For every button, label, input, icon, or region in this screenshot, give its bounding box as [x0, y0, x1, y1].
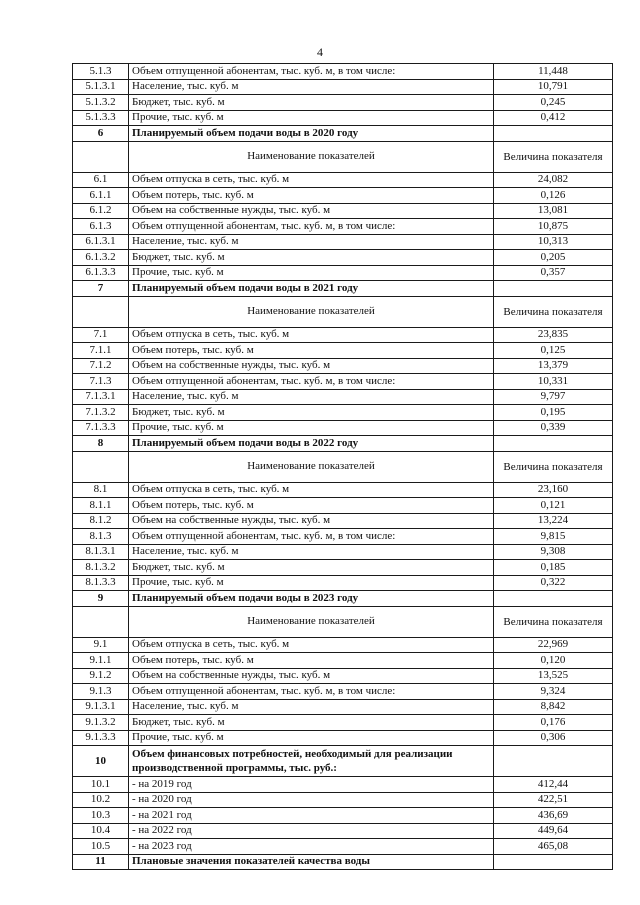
indicator-value: 10,313 [494, 234, 613, 250]
indicator-name: Бюджет, тыс. куб. м [129, 715, 494, 731]
row-number: 9.1.2 [73, 668, 129, 684]
indicator-value: 0,339 [494, 420, 613, 436]
indicator-value: 13,379 [494, 358, 613, 374]
row-number: 9.1.1 [73, 653, 129, 669]
indicator-value: 0,322 [494, 575, 613, 591]
row-number: 10.5 [73, 839, 129, 855]
table-row [73, 637, 613, 653]
table-row [73, 203, 613, 219]
row-number: 9.1.3 [73, 684, 129, 700]
indicator-value: 0,120 [494, 653, 613, 669]
section-row [73, 126, 613, 142]
table-row [73, 839, 613, 855]
table-row [73, 219, 613, 235]
table-row [73, 188, 613, 204]
indicator-value: 13,525 [494, 668, 613, 684]
table-row [73, 575, 613, 591]
table-row [73, 95, 613, 111]
program-table-body [73, 64, 613, 870]
indicator-value: 23,160 [494, 482, 613, 498]
row-number: 9.1.3.1 [73, 699, 129, 715]
row-number: 5.1.3.1 [73, 79, 129, 95]
indicator-name: Бюджет, тыс. куб. м [129, 560, 494, 576]
column-header-row [73, 141, 613, 172]
indicator-name: Объем отпущенной абонентам, тыс. куб. м, в том числе: [129, 529, 494, 545]
indicator-name: Население, тыс. куб. м [129, 234, 494, 250]
column-header-name: Наименование показателей [129, 296, 494, 327]
table-row [73, 327, 613, 343]
table-row [73, 653, 613, 669]
indicator-name: Прочие, тыс. куб. м [129, 265, 494, 281]
indicator-value: 0,126 [494, 188, 613, 204]
table-row [73, 234, 613, 250]
column-header-name: Наименование показателей [129, 451, 494, 482]
indicator-name: Бюджет, тыс. куб. м [129, 250, 494, 266]
row-number: 9 [73, 591, 129, 607]
table-row [73, 808, 613, 824]
column-header-value: Величина показателя [494, 141, 613, 172]
indicator-name: Население, тыс. куб. м [129, 389, 494, 405]
table-row [73, 699, 613, 715]
indicator-name: Объем на собственные нужды, тыс. куб. м [129, 203, 494, 219]
indicator-name: Население, тыс. куб. м [129, 699, 494, 715]
indicator-name: Прочие, тыс. куб. м [129, 110, 494, 126]
row-number: 7.1.3.3 [73, 420, 129, 436]
indicator-value: 9,308 [494, 544, 613, 560]
indicator-name: Объем отпуска в сеть, тыс. куб. м [129, 172, 494, 188]
table-row [73, 358, 613, 374]
indicator-name: Планируемый объем подачи воды в 2022 году [129, 436, 494, 452]
column-header-value: Величина показателя [494, 606, 613, 637]
indicator-value: 0,125 [494, 343, 613, 359]
indicator-value: 0,185 [494, 560, 613, 576]
indicator-name: Население, тыс. куб. м [129, 544, 494, 560]
indicator-value: 436,69 [494, 808, 613, 824]
indicator-name: Население, тыс. куб. м [129, 79, 494, 95]
indicator-name: - на 2019 год [129, 777, 494, 793]
indicator-name: Объем отпущенной абонентам, тыс. куб. м, в том числе: [129, 374, 494, 390]
indicator-name: - на 2023 год [129, 839, 494, 855]
row-number: 8.1.2 [73, 513, 129, 529]
row-number [73, 606, 129, 637]
indicator-name: Объем на собственные нужды, тыс. куб. м [129, 668, 494, 684]
indicator-value: 0,195 [494, 405, 613, 421]
row-number: 7.1.3.2 [73, 405, 129, 421]
column-header-row [73, 451, 613, 482]
row-number: 6.1.2 [73, 203, 129, 219]
row-number: 6.1.3 [73, 219, 129, 235]
page-number: 4 [317, 45, 323, 59]
indicator-value: 9,815 [494, 529, 613, 545]
row-number: 7.1.3.1 [73, 389, 129, 405]
indicator-value: 0,121 [494, 498, 613, 514]
indicator-value: 412,44 [494, 777, 613, 793]
indicator-value: 9,324 [494, 684, 613, 700]
table-row [73, 482, 613, 498]
indicator-name: Бюджет, тыс. куб. м [129, 95, 494, 111]
indicator-value: 11,448 [494, 64, 613, 80]
table-row [73, 684, 613, 700]
indicator-value: 0,245 [494, 95, 613, 111]
indicator-name: Объем потерь, тыс. куб. м [129, 343, 494, 359]
table-row [73, 343, 613, 359]
indicator-name: Планируемый объем подачи воды в 2023 году [129, 591, 494, 607]
indicator-value: 0,412 [494, 110, 613, 126]
indicator-name: Объем потерь, тыс. куб. м [129, 188, 494, 204]
indicator-name: - на 2021 год [129, 808, 494, 824]
indicator-name: Объем потерь, тыс. куб. м [129, 653, 494, 669]
row-number: 8 [73, 436, 129, 452]
table-row [73, 250, 613, 266]
row-number: 8.1.1 [73, 498, 129, 514]
indicator-name: - на 2020 год [129, 792, 494, 808]
indicator-value [494, 746, 613, 777]
row-number: 11 [73, 854, 129, 870]
row-number: 5.1.3.2 [73, 95, 129, 111]
indicator-name: Объем отпуска в сеть, тыс. куб. м [129, 327, 494, 343]
row-number: 9.1 [73, 637, 129, 653]
table-row [73, 529, 613, 545]
indicator-name: Прочие, тыс. куб. м [129, 420, 494, 436]
indicator-value: 449,64 [494, 823, 613, 839]
row-number: 5.1.3.3 [73, 110, 129, 126]
indicator-name: Прочие, тыс. куб. м [129, 575, 494, 591]
indicator-value: 10,791 [494, 79, 613, 95]
row-number: 7.1.1 [73, 343, 129, 359]
row-number: 6.1.3.1 [73, 234, 129, 250]
column-header-value: Величина показателя [494, 296, 613, 327]
indicator-name: Планируемый объем подачи воды в 2021 году [129, 281, 494, 297]
row-number: 8.1.3 [73, 529, 129, 545]
row-number: 7.1.2 [73, 358, 129, 374]
table-row [73, 389, 613, 405]
table-row [73, 79, 613, 95]
row-number [73, 296, 129, 327]
indicator-name: Прочие, тыс. куб. м [129, 730, 494, 746]
table-row [73, 420, 613, 436]
column-header-row [73, 296, 613, 327]
table-row [73, 64, 613, 80]
indicator-value: 9,797 [494, 389, 613, 405]
indicator-value: 10,331 [494, 374, 613, 390]
row-number: 7.1.3 [73, 374, 129, 390]
column-header-row [73, 606, 613, 637]
indicator-value: 422,51 [494, 792, 613, 808]
indicator-value: 23,835 [494, 327, 613, 343]
row-number: 10.3 [73, 808, 129, 824]
indicator-name: Объем на собственные нужды, тыс. куб. м [129, 358, 494, 374]
row-number [73, 451, 129, 482]
indicator-name: Бюджет, тыс. куб. м [129, 405, 494, 421]
indicator-name: Плановые значения показателей качества воды [129, 854, 494, 870]
row-number: 8.1.3.2 [73, 560, 129, 576]
column-header-name: Наименование показателей [129, 141, 494, 172]
row-number: 6.1.3.3 [73, 265, 129, 281]
table-row [73, 172, 613, 188]
row-number: 6 [73, 126, 129, 142]
table-row [73, 730, 613, 746]
row-number: 10.1 [73, 777, 129, 793]
indicator-value: 0,176 [494, 715, 613, 731]
table-row [73, 668, 613, 684]
table-row [73, 374, 613, 390]
table-row [73, 110, 613, 126]
program-table [72, 63, 613, 870]
indicator-value: 13,081 [494, 203, 613, 219]
indicator-value: 10,875 [494, 219, 613, 235]
section-row [73, 746, 613, 777]
table-row [73, 823, 613, 839]
row-number: 7.1 [73, 327, 129, 343]
indicator-value: 0,205 [494, 250, 613, 266]
row-number [73, 141, 129, 172]
row-number: 8.1.3.3 [73, 575, 129, 591]
section-row [73, 436, 613, 452]
row-number: 10.2 [73, 792, 129, 808]
row-number: 8.1 [73, 482, 129, 498]
row-number: 8.1.3.1 [73, 544, 129, 560]
indicator-name: Объем отпущенной абонентам, тыс. куб. м, в том числе: [129, 684, 494, 700]
indicator-name: - на 2022 год [129, 823, 494, 839]
section-row [73, 281, 613, 297]
indicator-name: Объем отпущенной абонентам, тыс. куб. м, в том числе: [129, 219, 494, 235]
table-row [73, 715, 613, 731]
column-header-value: Величина показателя [494, 451, 613, 482]
indicator-value: 22,969 [494, 637, 613, 653]
indicator-value [494, 854, 613, 870]
row-number: 9.1.3.3 [73, 730, 129, 746]
row-number: 9.1.3.2 [73, 715, 129, 731]
indicator-value [494, 591, 613, 607]
indicator-value: 0,306 [494, 730, 613, 746]
indicator-value: 0,357 [494, 265, 613, 281]
indicator-value [494, 281, 613, 297]
row-number: 10 [73, 746, 129, 777]
table-row [73, 265, 613, 281]
row-number: 5.1.3 [73, 64, 129, 80]
table-row [73, 544, 613, 560]
indicator-value: 8,842 [494, 699, 613, 715]
row-number: 6.1.1 [73, 188, 129, 204]
table-row [73, 405, 613, 421]
indicator-name: Объем потерь, тыс. куб. м [129, 498, 494, 514]
indicator-value: 24,082 [494, 172, 613, 188]
column-header-name: Наименование показателей [129, 606, 494, 637]
indicator-value: 465,08 [494, 839, 613, 855]
indicator-name: Объем финансовых потребностей, необходимый для реализации производственной программы, тыс. руб.: [129, 746, 494, 777]
indicator-value [494, 126, 613, 142]
section-row [73, 854, 613, 870]
table-row [73, 560, 613, 576]
row-number: 10.4 [73, 823, 129, 839]
indicator-name: Объем отпуска в сеть, тыс. куб. м [129, 637, 494, 653]
table-row [73, 792, 613, 808]
indicator-name: Объем отпуска в сеть, тыс. куб. м [129, 482, 494, 498]
indicator-value: 13,224 [494, 513, 613, 529]
row-number: 7 [73, 281, 129, 297]
row-number: 6.1 [73, 172, 129, 188]
indicator-name: Объем отпущенной абонентам, тыс. куб. м, в том числе: [129, 64, 494, 80]
table-row [73, 498, 613, 514]
indicator-name: Планируемый объем подачи воды в 2020 году [129, 126, 494, 142]
section-row [73, 591, 613, 607]
row-number: 6.1.3.2 [73, 250, 129, 266]
table-row [73, 513, 613, 529]
indicator-value [494, 436, 613, 452]
indicator-name: Объем на собственные нужды, тыс. куб. м [129, 513, 494, 529]
table-row [73, 777, 613, 793]
